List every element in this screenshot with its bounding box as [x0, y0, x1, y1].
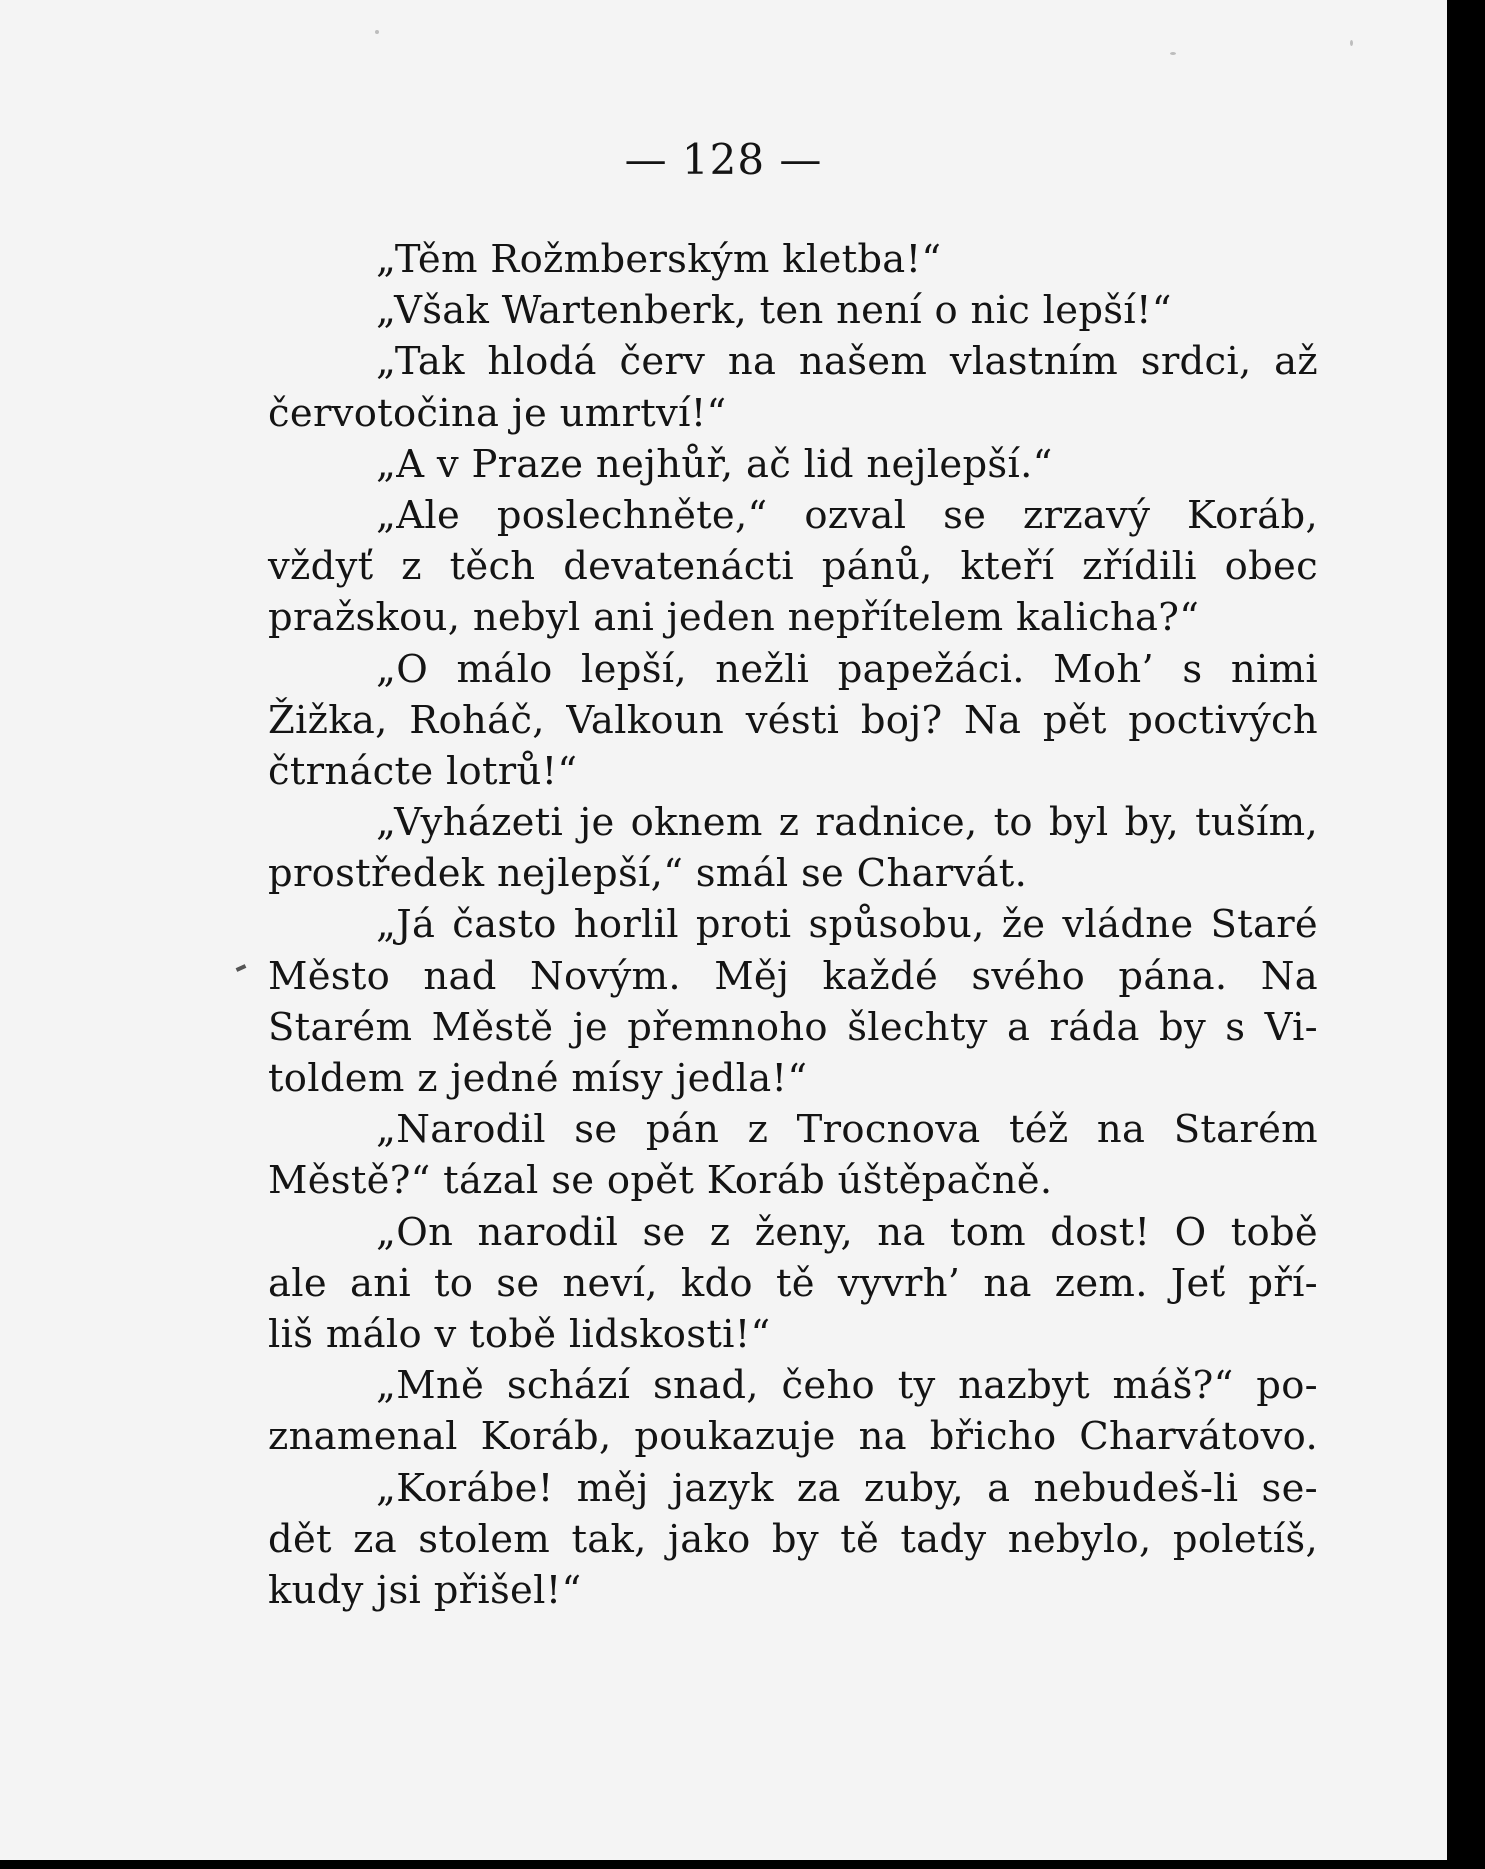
text-line: „A v Praze nejhůř, ač lid nejlepší.“ — [376, 441, 1053, 487]
text-line: kudy jsi přišel!“ — [268, 1567, 582, 1613]
scan-border-bottom — [0, 1860, 1485, 1869]
text-line: „Však Wartenberk, ten není o nic lepší!“ — [376, 288, 1172, 334]
text-line: dět za stolem tak, jako by tě tady nebylo, poletíš, — [268, 1516, 1318, 1562]
text-line: „O málo lepší, nežli papežáci. Moh’ s nimi — [376, 646, 1318, 692]
text-line: čtrnácte lotrů!“ — [268, 748, 578, 794]
scan-border-right — [1447, 0, 1485, 1869]
text-line: pražskou, nebyl ani jeden nepřítelem kalicha?“ — [268, 595, 1200, 641]
text-line: Město nad Novým. Měj každé svého pána. Na — [268, 953, 1318, 999]
text-line: „Ale poslechněte,“ ozval se zrzavý Koráb, — [376, 492, 1318, 538]
text-line: „Tak hlodá červ na našem vlastním srdci, až — [376, 339, 1318, 385]
margin-mark — [236, 964, 247, 972]
text-line: liš málo v tobě lidskosti!“ — [268, 1311, 771, 1357]
text-line: ale ani to se neví, kdo tě vyvrh’ na zem. Jeť pří- — [268, 1260, 1318, 1306]
text-line: „Narodil se pán z Trocnova též na Starém — [376, 1107, 1318, 1153]
text-line: „Těm Rožmberským kletba!“ — [376, 237, 942, 282]
text-line: červotočina je umrtví!“ — [268, 390, 727, 436]
text-line: „Mně schází snad, čeho ty nazbyt máš?“ po- — [376, 1363, 1318, 1409]
text-line: Starém Městě je přemnoho šlechty a ráda by s Vi- — [268, 1004, 1318, 1050]
page-number: — 128 — — [624, 135, 823, 184]
text-line: „Já často horlil proti spůsobu, že vládne Staré — [376, 902, 1318, 948]
text-line: Žižka, Roháč, Valkoun vésti boj? Na pět poctivých — [268, 697, 1318, 743]
paper-speck — [1350, 40, 1353, 46]
text-line: „Vyházeti je oknem z radnice, to byl by, tuším, — [376, 800, 1318, 846]
text-line: vždyť z těch devatenácti pánů, kteří zřídili obec — [268, 544, 1318, 590]
text-line: Městě?“ tázal se opět Koráb úštěpačně. — [268, 1158, 1053, 1204]
paper-speck — [375, 30, 379, 34]
paper-speck — [1170, 52, 1176, 55]
text-line: „On narodil se z ženy, na tom dost! O tobě — [376, 1209, 1318, 1255]
text-line: „Korábe! měj jazyk za zuby, a nebudeš-li se- — [376, 1465, 1318, 1511]
text-line: prostředek nejlepší,“ smál se Charvát. — [268, 851, 1028, 897]
text-line: znamenal Koráb, poukazuje na břicho Charvátovo. — [268, 1414, 1318, 1460]
body-text — [268, 234, 1318, 1616]
text-line: toldem z jedné mísy jedla!“ — [268, 1056, 808, 1101]
